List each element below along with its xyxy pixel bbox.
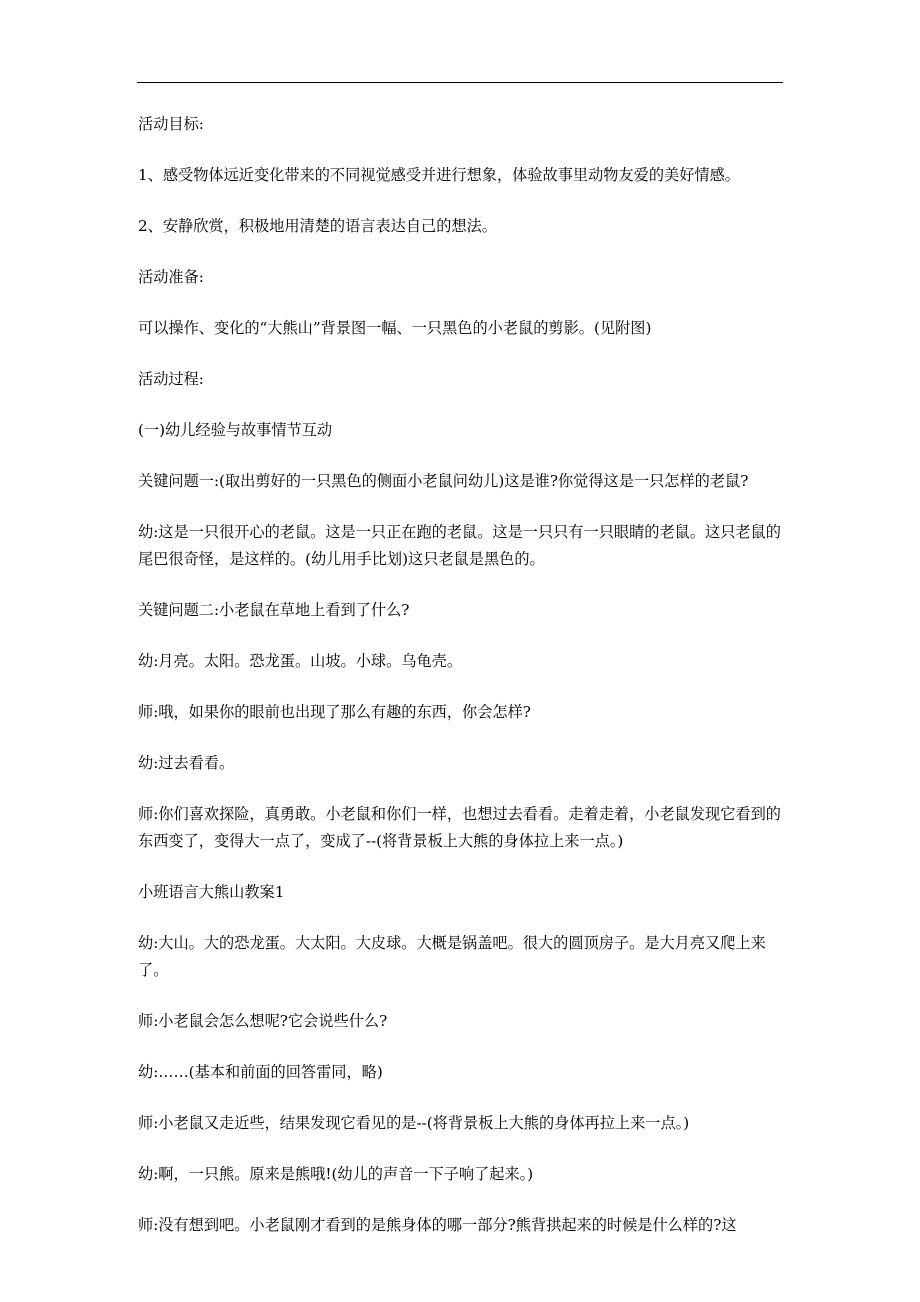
child-answer-1: 幼:这是一只很开心的老鼠。这是一只正在跑的老鼠。这是一只只有一只眼睛的老鼠。这只老鼠的尾巴很奇怪，是这样的。(幼儿用手比划)这只老鼠是黑色的。 [138, 523, 781, 568]
child-answer-2: 幼:月亮。太阳。恐龙蛋。山坡。小球。乌龟壳。 [138, 652, 463, 670]
lesson-plan-label: 小班语言大熊山教案1 [138, 883, 285, 901]
heading-activity-goals: 活动目标: [138, 115, 204, 133]
child-answer-6: 幼:啊，一只熊。原来是熊哦!(幼儿的声音一下子响了起来。) [138, 1165, 534, 1183]
teacher-line-4: 师:小老鼠又走近些，结果发现它看见的是--(将背景板上大熊的身体再拉上来一点。) [138, 1114, 690, 1132]
header-rule [137, 82, 783, 83]
heading-activity-process: 活动过程: [138, 370, 204, 388]
goal-item-1: 1、感受物体远近变化带来的不同视觉感受并进行想象，体验故事里动物友爱的美好情感。 [138, 166, 740, 184]
teacher-line-3: 师:小老鼠会怎么想呢?它会说些什么? [138, 1012, 388, 1030]
goal-item-2: 2、安静欣赏，积极地用清楚的语言表达自己的想法。 [138, 217, 497, 235]
child-answer-4: 幼:大山。大的恐龙蛋。大太阳。大皮球。大概是锅盖吧。很大的圆顶房子。是大月亮又爬上来了。 [138, 934, 766, 979]
teacher-line-2: 师:你们喜欢探险，真勇敢。小老鼠和你们一样，也想过去看看。走着走着，小老鼠发现它看到的东西变了，变得大一点了，变成了--(将背景板上大熊的身体拉上来一点。) [138, 805, 781, 850]
child-answer-5: 幼:……(基本和前面的回答雷同，略) [138, 1063, 383, 1081]
teacher-line-1: 师:哦，如果你的眼前也出现了那么有趣的东西，你会怎样? [138, 703, 531, 721]
teacher-line-5: 师:没有想到吧。小老鼠刚才看到的是熊身体的哪一部分?熊背拱起来的时候是什么样的?这 [138, 1216, 737, 1234]
key-question-2: 关键问题二:小老鼠在草地上看到了什么? [138, 601, 410, 619]
preparation-text: 可以操作、变化的“大熊山”背景图一幅、一只黑色的小老鼠的剪影。(见附图) [138, 319, 652, 337]
child-answer-3: 幼:过去看看。 [138, 754, 235, 772]
heading-activity-preparation: 活动准备: [138, 268, 204, 286]
document-body [138, 111, 786, 1263]
section-1-title: (一)幼儿经验与故事情节互动 [138, 421, 333, 439]
key-question-1: 关键问题一:(取出剪好的一只黑色的侧面小老鼠问幼儿)这是谁?你觉得这是一只怎样的老鼠? [138, 472, 749, 490]
